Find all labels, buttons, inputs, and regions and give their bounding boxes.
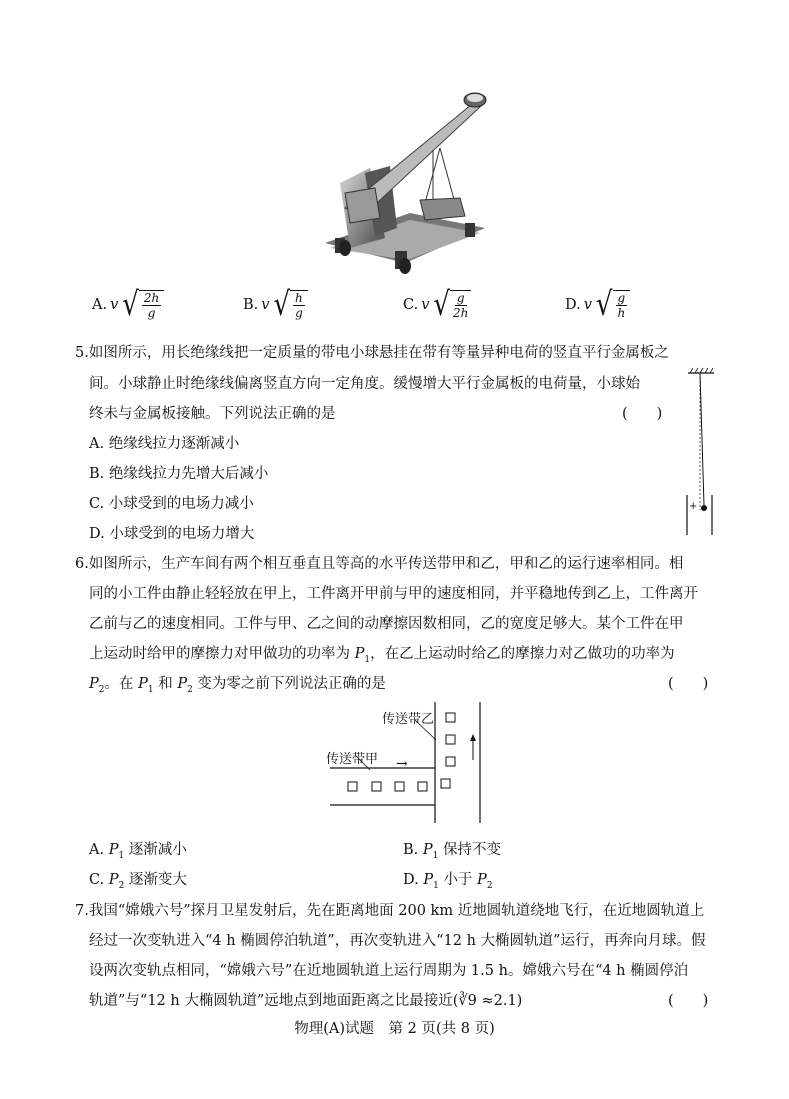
- denominator: g: [295, 306, 303, 320]
- q6-stem-line4: [89, 642, 675, 665]
- power-p-symbol: P: [177, 676, 188, 692]
- q5-option-b[interactable]: B. 绝缘线拉力先增大后减小: [89, 466, 269, 482]
- power-p-symbol: P: [477, 872, 487, 888]
- sqrt-fraction: √ $\frac{g}{h}$: [596, 290, 630, 320]
- q4-option-c[interactable]: [403, 286, 471, 324]
- q7-stem-line3: 设两次变轨点相同，“嫦娥六号”在近地圆轨道上运行周期为 1.5 h。嫦娥六号在“4 h 椭圆停泊: [89, 963, 689, 979]
- charged-plates-diagram: [680, 365, 720, 540]
- page-footer: 物理(A)试题 第 2 页(共 8 页): [294, 1021, 495, 1037]
- q6-stem-line5: [89, 672, 386, 695]
- plate-minus-sign: -: [702, 501, 706, 512]
- option-label: C.: [403, 297, 419, 313]
- trebuchet-illustration: [315, 88, 495, 283]
- q5-stem-line3: 终未与金属板接触。下列说法正确的是: [89, 406, 336, 422]
- q6-option-b[interactable]: [403, 838, 501, 861]
- option-var: v: [421, 297, 430, 313]
- conveyor-jia-label: 传送带甲: [326, 752, 379, 767]
- q6-option-a[interactable]: [89, 838, 187, 861]
- option-text: 逐渐变大: [124, 872, 187, 888]
- q7-stem-line2: 经过一次变轨进入“4 h 椭圆停泊轨道”，再次变轨进入“12 h 大椭圆轨道”运行，再奔向月球。假: [89, 933, 706, 949]
- option-text: 逐渐减小: [124, 842, 187, 858]
- q6-stem-line2: 同的小工件由静止轻轻放在甲上，工件离开甲前与甲的速度相同，并平稳地传到乙上，工件离开: [89, 586, 698, 602]
- q6-option-d[interactable]: [403, 868, 493, 891]
- denominator: h: [617, 306, 626, 320]
- plate-plus-sign: +: [689, 501, 698, 512]
- q6-line5-text-b: 和: [153, 676, 178, 692]
- subscript: 1: [432, 850, 439, 861]
- subscript: 2: [98, 684, 105, 695]
- option-label: A.: [89, 842, 109, 858]
- option-var: v: [261, 297, 270, 313]
- power-p-symbol: P: [354, 646, 365, 662]
- q5-stem-line2: 间。小球静止时绝缘线偏离竖直方向一定角度。缓慢增大平行金属板的电荷量，小球始: [89, 376, 640, 392]
- subscript: 1: [433, 880, 439, 891]
- denominator: g: [147, 306, 156, 320]
- q5-option-c[interactable]: C. 小球受到的电场力减小: [89, 496, 254, 512]
- option-label: D.: [403, 872, 424, 888]
- sqrt-fraction: √ $\frac{2h}{g}$: [122, 290, 164, 320]
- sqrt-fraction: √ $\frac{g}{2h}$: [433, 290, 471, 320]
- numerator: h: [295, 291, 303, 305]
- q6-answer-blank[interactable]: ( ): [668, 676, 709, 692]
- right-arrow-icon: →: [396, 756, 408, 772]
- q6-stem-line3: 乙前与乙的速度相同。工件与甲、乙之间的动摩擦因数相同，乙的宽度足够大。某个工件在甲: [89, 616, 684, 632]
- denominator: 2h: [452, 306, 469, 320]
- power-p-symbol: P: [108, 842, 119, 858]
- q6-line5-text-a: 。在: [104, 676, 139, 692]
- q6-line4-text-a: 上运动时给甲的摩擦力对甲做功的功率为: [89, 646, 355, 662]
- subscript: 1: [118, 850, 125, 861]
- option-var: v: [110, 297, 119, 313]
- subscript: 2: [486, 880, 493, 891]
- power-p-symbol: P: [108, 872, 119, 888]
- numerator: 2h: [143, 291, 160, 305]
- q5-answer-blank[interactable]: ( ): [622, 406, 663, 422]
- option-label: D.: [565, 297, 581, 313]
- subscript: 1: [364, 654, 371, 665]
- subscript: 2: [118, 880, 125, 891]
- power-p-symbol: P: [422, 842, 433, 858]
- sqrt-fraction: √ $\frac{h}{g}$: [273, 290, 307, 320]
- power-p-symbol: P: [138, 676, 148, 692]
- subscript: 1: [147, 684, 154, 695]
- option-label: B.: [403, 842, 423, 858]
- option-label: B.: [243, 297, 259, 313]
- q7-stem-line1: 7.我国“嫦娥六号”探月卫星发射后，先在距离地面 200 km 近地圆轨道绕地飞行，在近地圆轨道上: [75, 903, 705, 919]
- option-text: 小于: [438, 872, 478, 888]
- option-text: 保持不变: [438, 842, 501, 858]
- subscript: 2: [187, 684, 193, 695]
- q6-line5-text-c: 变为零之前下列说法正确的是: [192, 676, 386, 692]
- q5-option-d[interactable]: D. 小球受到的电场力增大: [89, 526, 255, 542]
- q6-option-c[interactable]: [89, 868, 187, 891]
- q5-option-a[interactable]: A. 绝缘线拉力逐渐减小: [89, 436, 240, 452]
- option-label: C.: [89, 872, 109, 888]
- option-label: A.: [92, 297, 108, 313]
- power-p-symbol: P: [423, 872, 434, 888]
- q4-option-b[interactable]: [243, 286, 308, 324]
- numerator: g: [456, 291, 465, 305]
- q4-option-d[interactable]: [565, 286, 630, 324]
- q7-answer-blank[interactable]: ( ): [668, 993, 709, 1009]
- q6-stem-line1: 6.如图所示，生产车间有两个相互垂直且等高的水平传送带甲和乙，甲和乙的运行速率相同。相: [75, 556, 684, 572]
- q7-stem-line4: 轨道”与“12 h 大椭圆轨道”远地点到地面距离之比最接近(∛9 ≈2.1): [89, 993, 523, 1009]
- power-p-symbol: P: [89, 676, 99, 692]
- q5-stem-line1: 5.如图所示，用长绝缘线把一定质量的带电小球悬挂在带有等量异种电荷的竖直平行金属板之: [75, 345, 669, 361]
- q6-line4-text-b: ，在乙上运动时给乙的摩擦力对乙做功的功率为: [370, 646, 675, 662]
- q4-option-a[interactable]: [92, 286, 164, 324]
- numerator: g: [617, 291, 626, 305]
- conveyor-yi-label: 传送带乙: [382, 712, 435, 727]
- option-var: v: [583, 297, 592, 313]
